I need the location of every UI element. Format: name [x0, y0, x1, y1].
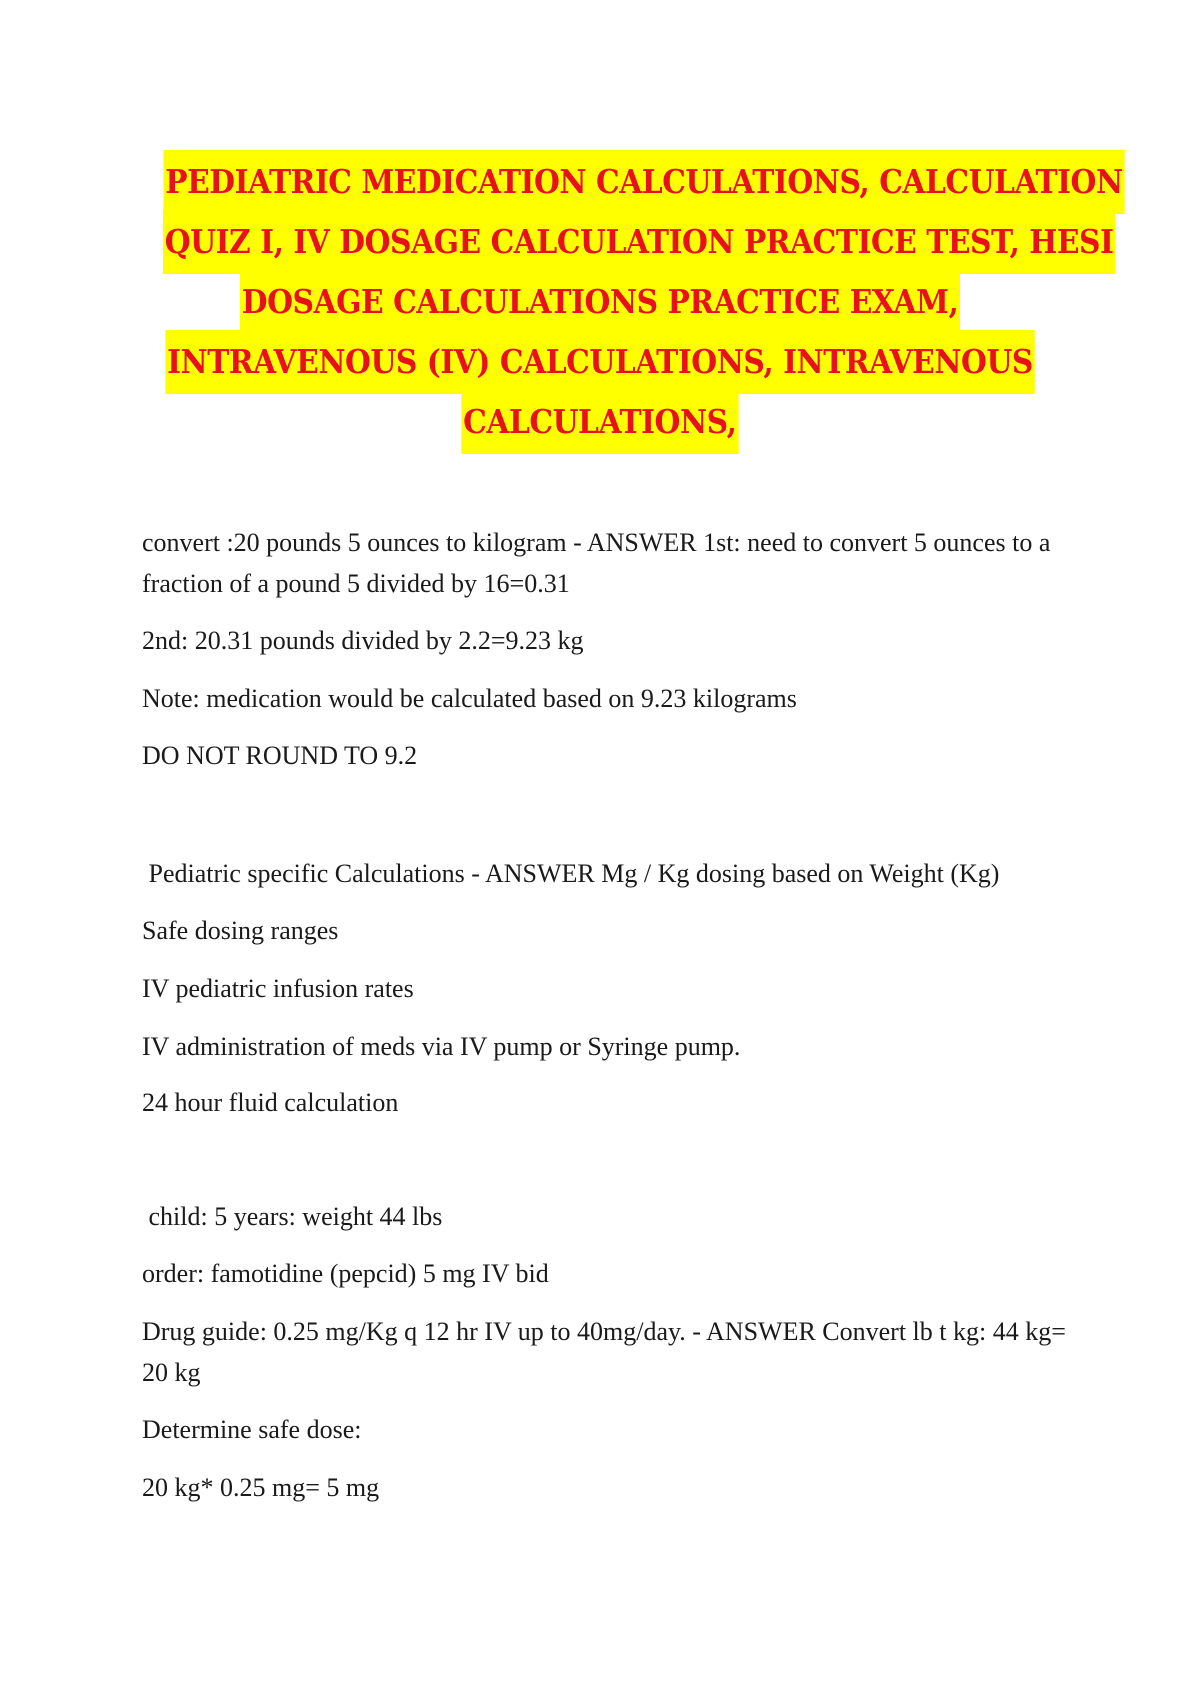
paragraph-iv-infusion: IV pediatric infusion rates [142, 974, 414, 1003]
paragraph-safe-dosing: Safe dosing ranges [142, 916, 339, 945]
title-line-2: QUIZ I, IV DOSAGE CALCULATION PRACTICE TEST, HESI [110, 210, 1090, 270]
paragraph-do-not-round: DO NOT ROUND TO 9.2 [142, 741, 418, 770]
paragraph-drug-guide: Drug guide: 0.25 mg/Kg q 12 hr IV up to 40mg/day. - ANSWER Convert lb t kg: 44 kg= 20 kg [142, 1317, 1066, 1387]
paragraph-note: Note: medication would be calculated based on 9.23 kilograms [142, 684, 797, 713]
paragraph-child: child: 5 years: weight 44 lbs [142, 1202, 443, 1231]
paragraph-second-step: 2nd: 20.31 pounds divided by 2.2=9.23 kg [142, 626, 584, 655]
paragraph-order: order: famotidine (pepcid) 5 mg IV bid [142, 1259, 549, 1288]
paragraph-24-hour: 24 hour fluid calculation [142, 1088, 399, 1117]
paragraph-determine-safe-dose: Determine safe dose: [142, 1415, 362, 1444]
paragraph-pediatric-specific: Pediatric specific Calculations - ANSWER Mg / Kg dosing based on Weight (Kg) [142, 859, 1000, 888]
paragraph-iv-administration: IV administration of meds via IV pump or Syringe pump. [142, 1032, 741, 1061]
paragraph-convert: convert :20 pounds 5 ounces to kilogram - ANSWER 1st: need to convert 5 ounces to a fraction of a pound 5 divided by 16=0.31 [142, 528, 1051, 598]
title-line-5: CALCULATIONS, [110, 390, 1090, 450]
document-title [110, 150, 1123, 450]
paragraph-calculation: 20 kg* 0.25 mg= 5 mg [142, 1473, 380, 1502]
title-line-1: PEDIATRIC MEDICATION CALCULATIONS, CALCULATION [110, 150, 1090, 210]
title-line-4: INTRAVENOUS (IV) CALCULATIONS, INTRAVENOUS [110, 330, 1090, 390]
title-line-3: DOSAGE CALCULATIONS PRACTICE EXAM, [110, 270, 1090, 330]
